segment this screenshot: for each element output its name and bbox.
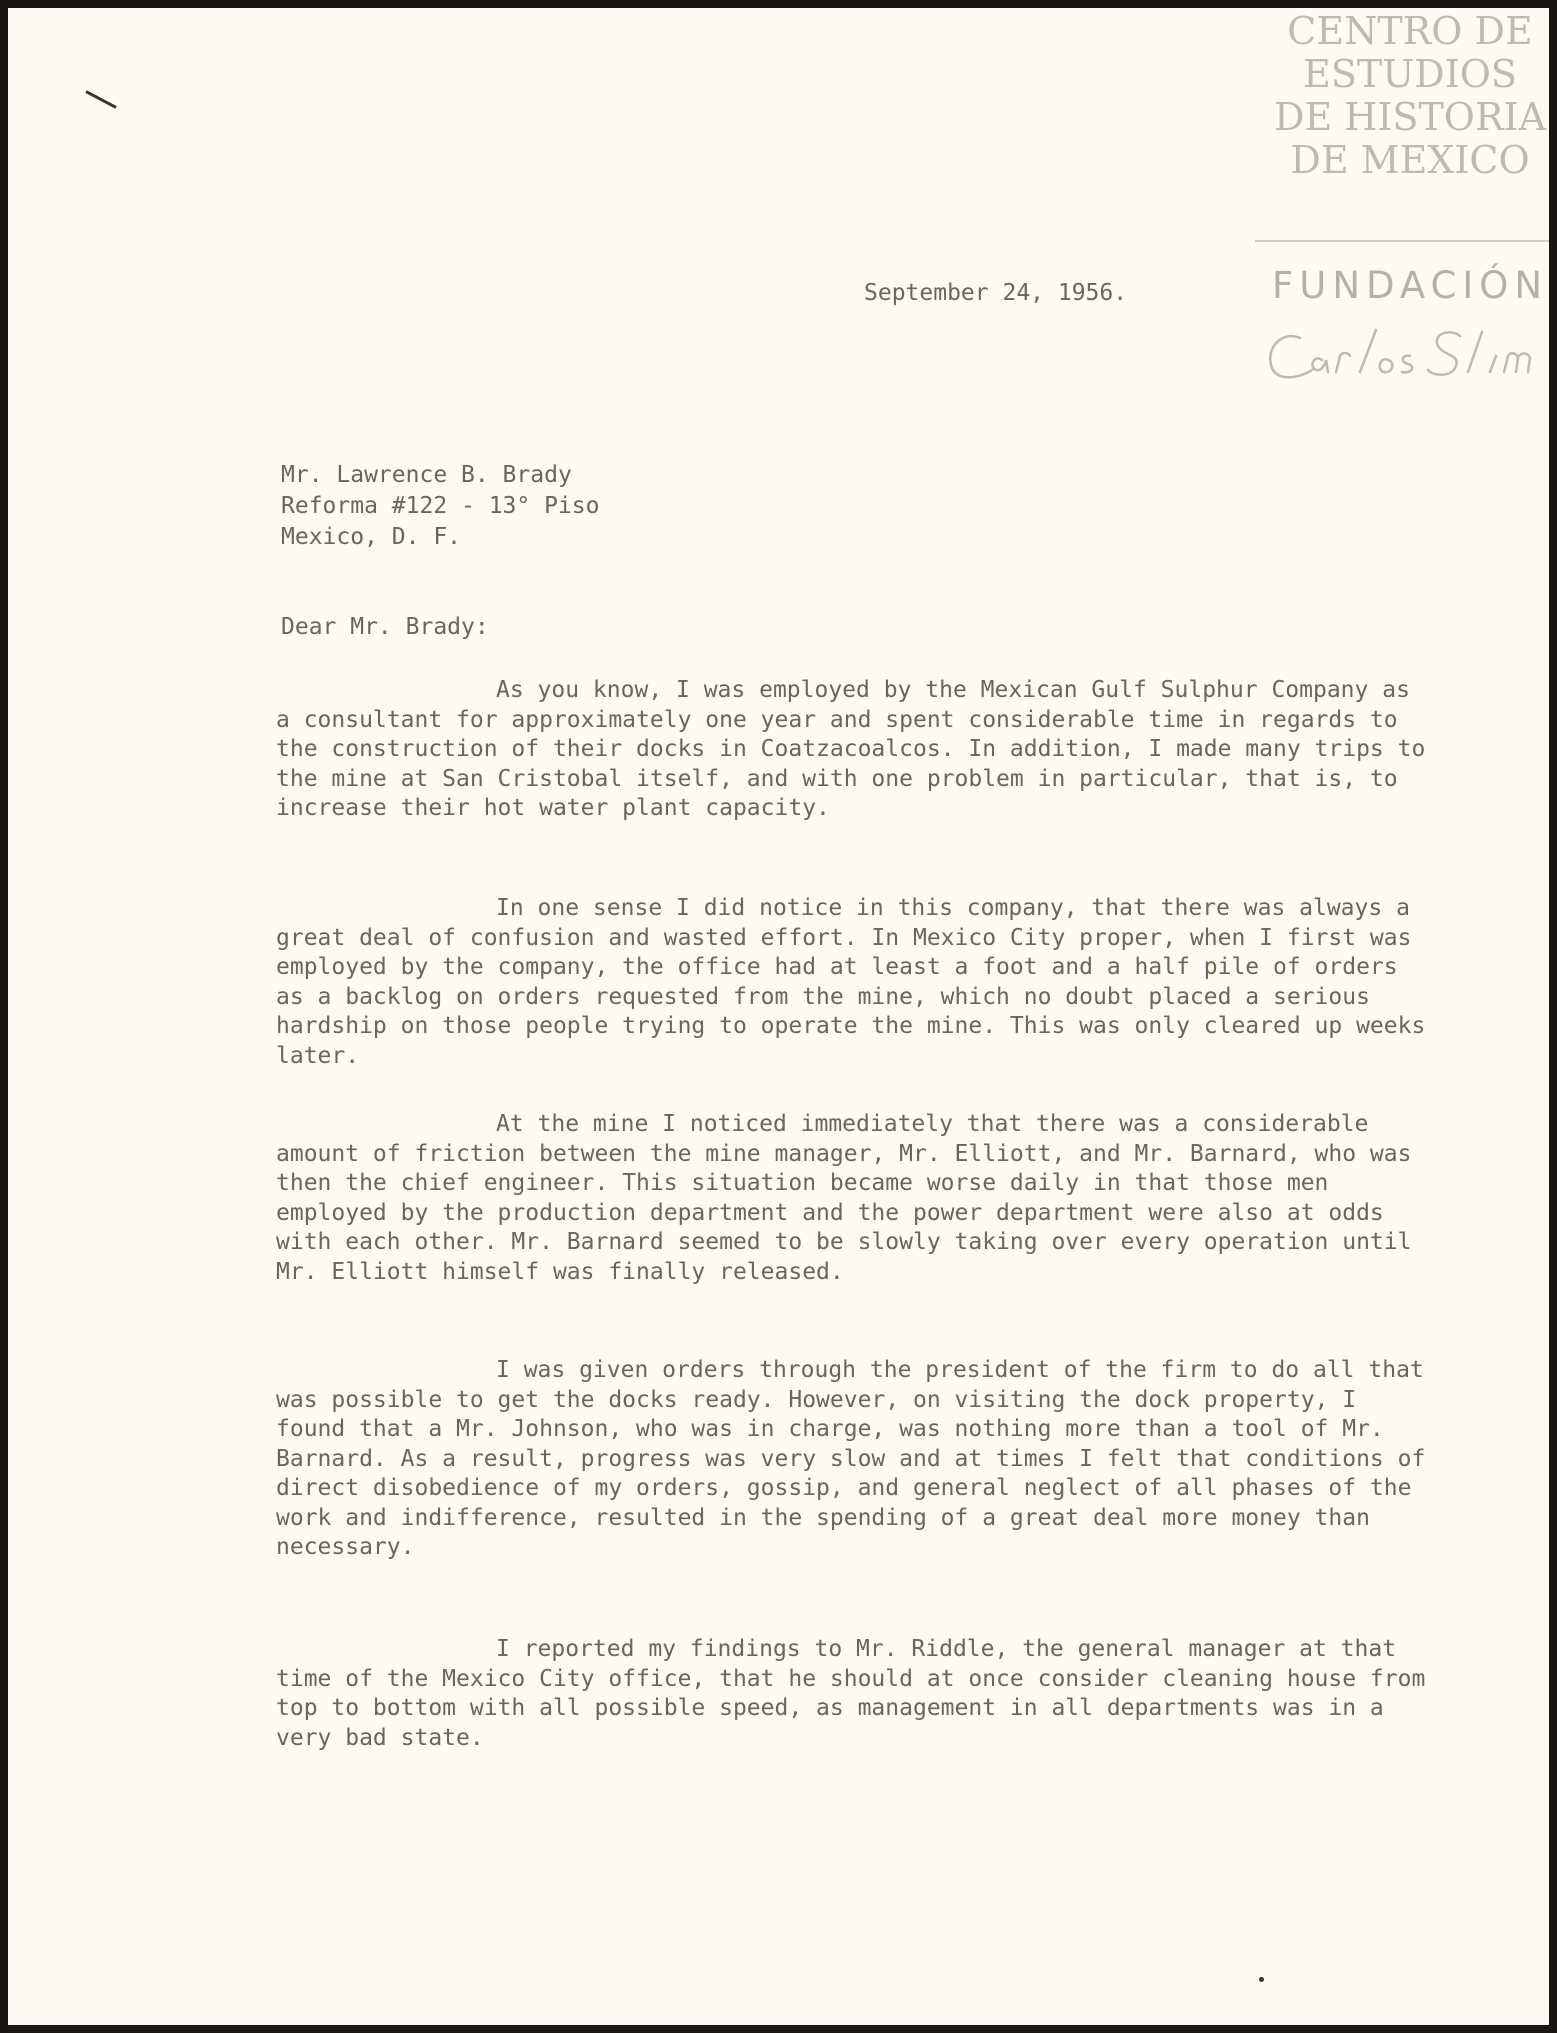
watermark-divider xyxy=(1255,240,1549,242)
watermark-line-2: ESTUDIOS xyxy=(1303,52,1517,96)
stray-dot-mark xyxy=(1259,1977,1264,1982)
watermark-line-3: DE HISTORIA xyxy=(1273,95,1547,139)
stray-pen-mark xyxy=(85,90,116,109)
letter-page xyxy=(8,8,1549,2025)
body-paragraph-1: As you know, I was employed by the Mexican Gulf Sulphur Company as a consultant for approximately one year and spent considerable time in regards to the construction of their docks in Coatzacoalcos. In addition, I made many trips to the mine at San Cristobal itself, and with one problem in particular, that is, to increase their hot water plant capacity. xyxy=(276,677,1426,821)
recipient-street: Reforma #122 - 13° Piso xyxy=(281,493,600,519)
body-paragraph-4: I was given orders through the president of the firm to do all that was possible to get the docks ready. However, on visiting the dock property, I found that a Mr. Johnson, who was in charge, was nothing more than a tool of Mr. Barnard. As a result, progress was very slow and at times I felt that conditions of direct disobedience of my orders, gossip, and general neglect of all phases of the work and indifference, resulted in the spending of a great deal more money than necessary. xyxy=(276,1357,1426,1560)
archive-watermark xyxy=(1255,10,1549,182)
recipient-address xyxy=(281,460,600,553)
watermark-line-4: DE MEXICO xyxy=(1290,138,1530,182)
body-paragraph-2: In one sense I did notice in this company, that there was always a great deal of confusion and wasted effort. In Mexico City proper, when I first was employed by the company, the office had at least a foot and a half pile of orders as a backlog on orders requested from the mine, which no doubt placed a serious hardship on those people trying to operate the mine. This was only cleared up weeks later. xyxy=(276,895,1426,1069)
recipient-name: Mr. Lawrence B. Brady xyxy=(281,462,572,488)
watermark-foundation: FUNDACIÓN xyxy=(1271,264,1549,307)
watermark-line-1: CENTRO DE xyxy=(1287,9,1533,53)
signature-logo xyxy=(1260,320,1549,390)
recipient-city: Mexico, D. F. xyxy=(281,524,462,550)
body-paragraph-5: I reported my findings to Mr. Riddle, the general manager at that time of the Mexico City office, that he should at once consider cleaning house from top to bottom with all possible speed, as management in all departments was in a very bad state. xyxy=(276,1636,1426,1751)
salutation: Dear Mr. Brady: xyxy=(281,614,489,640)
body-paragraph-3: At the mine I noticed immediately that there was a considerable amount of friction between the mine manager, Mr. Elliott, and Mr. Barnard, who was then the chief engineer. This situation became worse daily in that those men employed by the production department and the power department were also at odds with each other. Mr. Barnard seemed to be slowly taking over every operation until Mr. Elliott himself was finally released. xyxy=(276,1111,1412,1285)
letter-date: September 24, 1956. xyxy=(864,280,1128,306)
